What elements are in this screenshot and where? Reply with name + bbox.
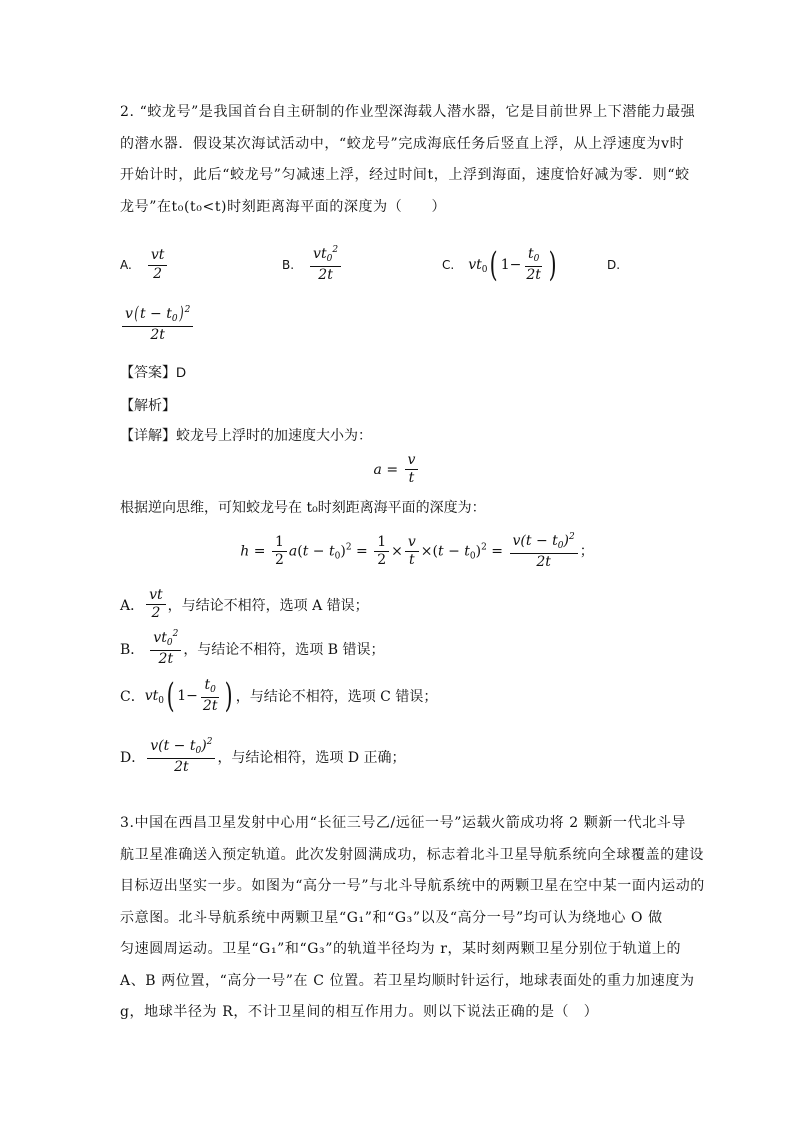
option-d-formula: $\frac{v(t - t_0)^2}{2t}$ xyxy=(120,305,195,343)
question-3-line-2: 航卫星准确送入预定轨道。此次发射圆满成功，标志着北斗卫星导航系统向全球覆盖的建设 xyxy=(120,846,704,863)
evaluation-a-prefix: A． xyxy=(120,597,145,614)
question-2-options xyxy=(120,245,680,285)
acceleration-equation: a = $\frac{v}{t}$ xyxy=(0,453,794,487)
answer-tag: 【答案】D xyxy=(120,364,187,380)
evaluation-b-prefix: B． xyxy=(120,641,145,658)
depth-equation: h = $\frac{1}{2}$ $a(t - t_0)^2$ = $\frac{1}{2}$ × $\frac{v}{t}$ $\times(t - t_0)^2$ = $\frac{v(t - t_0)^2}{2t}$ ； xyxy=(240,532,594,570)
evaluation-c: C． $vt_0$( 1− $\frac{t_0}{2t}$ ) ，与结论不相符，选项 C 错误； xyxy=(120,676,438,717)
evaluation-d-result: ，与结论相符，选项 D 正确； xyxy=(217,749,406,766)
evaluation-c-prefix: C． xyxy=(120,689,145,706)
option-c-formula: $vt_0$( 1− $\frac{t_0}{2t}$ ) xyxy=(468,245,557,285)
question-2-line-3: 开始计时，此后“蛟龙号”匀减速上浮，经过时间t，上浮到海面，速度恰好减为零．则“蛟 xyxy=(120,167,690,183)
option-d-label: D. xyxy=(607,258,621,272)
evaluation-a-result: ，与结论不相符，选项 A 错误； xyxy=(167,597,369,614)
option-c-label: C. xyxy=(442,258,455,272)
evaluation-c-result: ，与结论不相符，选项 C 错误； xyxy=(235,689,438,706)
option-b-formula: $\frac{vt_0^2}{2t}$ xyxy=(310,246,341,283)
evaluation-a: A． $\frac{vt}{2}$ ，与结论不相符，选项 A 错误； xyxy=(120,587,369,622)
question-2-line-2: 的潜水器．假设某次海试活动中，“蛟龙号”完成海底任务后竖直上浮，从上浮速度为v时 xyxy=(120,135,685,152)
question-2-line-4: 龙号”在t₀(t₀<t)时刻距离海平面的深度为（ ） xyxy=(120,198,447,215)
evaluation-b: B． $\frac{vt_0^2}{2t}$ ，与结论不相符，选项 B 错误； xyxy=(120,629,385,667)
question-3-line-6: A、B 两位置，“高分一号”在 C 位置。若卫星均顺时针运行，地球表面处的重力加速度为 xyxy=(120,972,695,989)
reverse-thinking-text: 根据逆向思维，可知蛟龙号在 t₀时刻距离海平面的深度为： xyxy=(120,500,486,516)
evaluation-d-prefix: D． xyxy=(120,749,146,766)
question-3-stem xyxy=(120,808,705,1029)
option-a-formula: $\frac{vt}{2}$ xyxy=(148,248,168,282)
option-b-label: B. xyxy=(282,258,295,272)
question-3-line-5: 匀速圆周运动。卫星“G₁”和“G₃”的轨道半径均为 r，某时刻两颗卫星分别位于轨道上的 xyxy=(120,941,682,957)
question-2-stem xyxy=(120,97,696,223)
option-a-label: A. xyxy=(120,258,132,272)
option-c xyxy=(442,245,559,285)
question-3-line-7: g，地球半径为 R，不计卫星间的相互作用力。则以下说法正确的是（ ） xyxy=(120,1004,599,1020)
question-2-line-1: 2. “蛟龙号”是我国首台自主研制的作业型深海载人潜水器，它是目前世界上下潜能力最强 xyxy=(120,104,696,120)
analysis-tag: 【解析】 xyxy=(120,397,176,413)
question-3-line-3: 目标迈出坚实一步。如图为“高分一号”与北斗导航系统中的两颗卫星在空中某一面内运动的 xyxy=(120,878,705,894)
question-3-line-4: 示意图。北斗导航系统中两颗卫星“G₁”和“G₃”以及“高分一号”均可认为绕地心 O 做 xyxy=(120,909,663,926)
option-b xyxy=(282,245,343,285)
option-a xyxy=(120,245,169,285)
evaluation-d: D． $\frac{v(t - t_0)^2}{2t}$ ，与结论相符，选项 D 正确； xyxy=(120,737,406,775)
option-d xyxy=(607,245,634,285)
detail-text: 【详解】蛟龙号上浮时的加速度大小为： xyxy=(120,428,372,444)
question-3-line-1: 3.中国在西昌卫星发射中心用“长征三号乙/远征一号”运载火箭成功将 2 颗新一代北斗导 xyxy=(120,815,686,831)
evaluation-b-result: ，与结论不相符，选项 B 错误； xyxy=(183,641,385,658)
